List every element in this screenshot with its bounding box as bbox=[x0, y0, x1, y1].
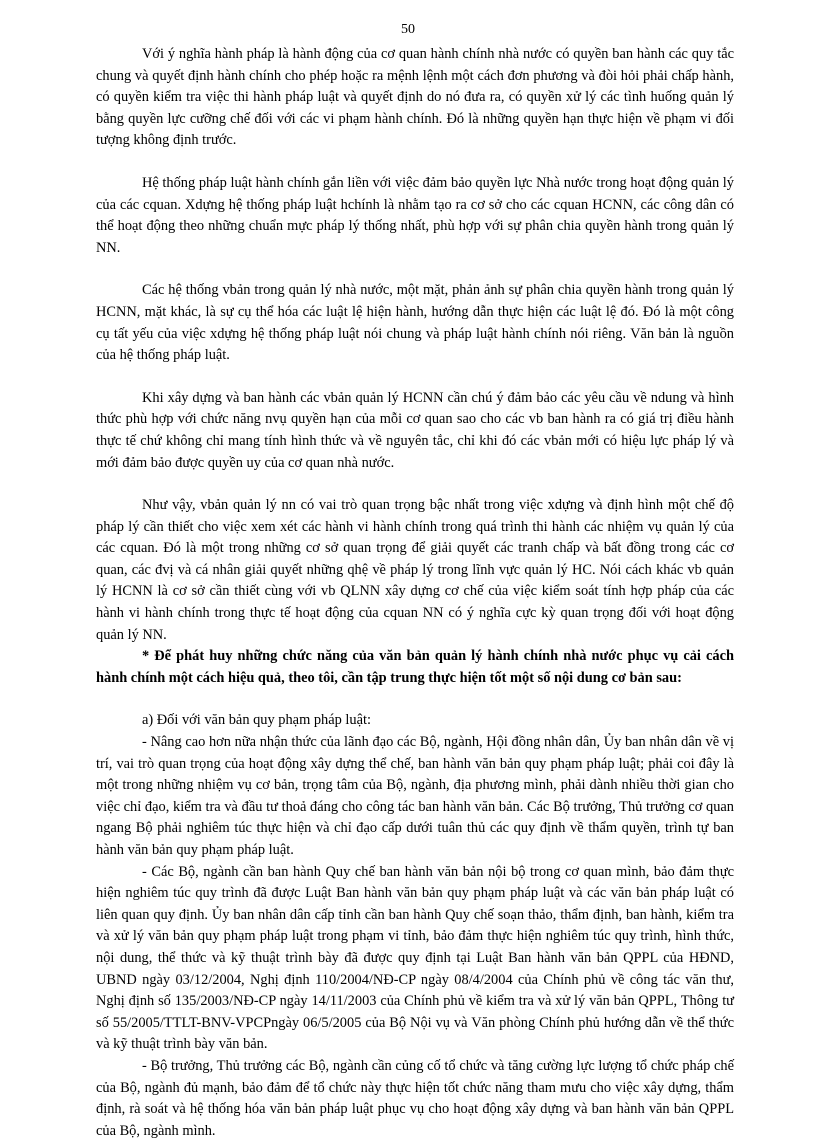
document-body bbox=[96, 44, 734, 1142]
paragraph-document-systems: Các hệ thống vbản trong quản lý nhà nước, một mặt, phản ảnh sự phân chia quyền hành trong quản lý HCNN, mặt khác, là sự cụ thể hóa các luật lệ hiện hành, hướng dẫn thực hiện các luật lệ đó. Đó là một công cụ tất yếu của việc xdựng hệ thống pháp luật nói chung và pháp luật hành chính nói riêng. Văn bản là nguồn của hệ thống pháp luật. bbox=[96, 282, 734, 364]
bold-heading: * Để phát huy những chức năng của văn bản quản lý hành chính nhà nước phục vụ cải cách hành chính một cách hiệu quả, theo tôi, cần tập trung thực hiện tốt một số nội dung cơ bản sau: bbox=[96, 648, 734, 686]
paragraph-executive-meaning: Với ý nghĩa hành pháp là hành động của cơ quan hành chính nhà nước có quyền ban hành các quy tắc chung và quyết định hành chính cho phép hoặc ra mệnh lệnh một cách đơn phương và đòi hỏi phải chấp hành, có quyền kiểm tra việc thi hành pháp luật và quyết định do nó đưa ra, có quyền xử lý các tình huống quản lý bằng quyền lực cưỡng chế đối với các vi phạm hành chính. Đó là những quyền hạn thực hiện về phạm vi đối tượng không định trước. bbox=[96, 46, 734, 149]
page-number: 50 bbox=[401, 22, 415, 37]
bullet-item: - Các Bộ, ngành cần ban hành Quy chế ban hành văn bản nội bộ trong cơ quan mình, bảo đảm thực hiện nghiêm túc quy trình đã được Luật Ban hành văn bản quy phạm pháp luật và các văn bản pháp luật có liên quan quy định. Ủy ban nhân dân cấp tỉnh cần ban hành Quy chế soạn thảo, thẩm định, ban hành, kiểm tra và xử lý văn bản quy phạm pháp luật trong phạm vi tỉnh, bảo đảm thực hiện nghiêm túc quy trình, hình thức, nội dung, thể thức và kỹ thuật trình bày đã được quy định tại Luật Ban hành văn bản QPPL của HĐND, UBND ngày 03/12/2004, Nghị định 110/2004/NĐ-CP ngày 08/4/2004 của Chính phủ về công tác văn thư, Nghị định số 135/2003/NĐ-CP ngày 14/11/2003 của Chính phủ về kiểm tra và xử lý văn bản QPPL, Thông tư số 55/2005/TTLT-BNV-VPCPngày 06/5/2005 của Bộ Nội vụ và Văn phòng Chính phủ hướng dẫn về thể thức và kỹ thuật trình bày văn bản. bbox=[96, 863, 734, 1053]
paragraph-legal-system: Hệ thống pháp luật hành chính gắn liền với việc đảm bảo quyền lực Nhà nước trong hoạt động quản lý của các cquan. Xdựng hệ thống pháp luật hchính là nhằm tạo ra cơ sở cho các cquan HCNN, các công dân có thể hoạt động theo những chuẩn mực pháp lý thống nhất, phù hợp với sự phân chia quyền hành trong quản lý NN. bbox=[96, 174, 734, 256]
sub-heading: a) Đối với văn bản quy phạm pháp luật: bbox=[142, 712, 372, 729]
bullet-item: - Nâng cao hơn nữa nhận thức của lãnh đạo các Bộ, ngành, Hội đồng nhân dân, Ủy ban nhân dân về vị trí, vai trò quan trọng của hoạt động xây dựng thể chế, ban hành văn bản quy phạm pháp luật; phải coi đây là một trong những nhiệm vụ cơ bản, trọng tâm của Bộ, ngành, địa phương mình, phải dành nhiều thời gian cho việc chỉ đạo, kiểm tra và đầu tư thoả đáng cho công tác ban hành văn bản. Các Bộ trưởng, Thủ trưởng cơ quan ngang Bộ phải nghiêm túc thực hiện và chỉ đạo cấp dưới tuân thủ các quy định về thẩm quyền, trình tự ban hành văn bản quy phạm pháp luật. bbox=[96, 734, 734, 858]
paragraph-role-of-documents: Như vậy, vbản quản lý nn có vai trò quan trọng bậc nhất trong việc xdựng và định hình một chế độ pháp lý cần thiết cho việc xem xét các hành vi hành chính trong quá trình thi hành các nhiệm vụ quản lý của các cquan. Đó là một trong những cơ sở quan trọng để giải quyết các tranh chấp và bất đồng trong các cơ quan, các đvị và cá nhân giải quyết những qhệ về pháp lý trong lĩnh vực quản lý HC. Nói cách khác vb quản lý HCNN là cơ sở cần thiết cùng với vb QLNN xây dựng cơ chế của việc kiểm soát tính hợp pháp của các hành vi hành chính trong thực tế hoạt động của cquan NN có ý nghĩa cực kỳ quan trọng đối với hoạt động quản lý NN. bbox=[96, 497, 734, 643]
bullet-item: - Bộ trưởng, Thủ trưởng các Bộ, ngành cần củng cố tổ chức và tăng cường lực lượng tổ chức pháp chế của Bộ, ngành đủ mạnh, bảo đảm để tổ chức này thực hiện tốt chức năng tham mưu cho việc xây dựng, thẩm định, rà soát và hệ thống hóa văn bản pháp luật phục vụ cho hoạt động xây dựng và ban hành văn bản QPPL của Bộ, ngành mình. bbox=[96, 1057, 734, 1139]
paragraph-drafting-requirements: Khi xây dựng và ban hành các vbản quản lý HCNN cần chú ý đảm bảo các yêu cầu về ndung và hình thức phù hợp với chức năng nvụ quyền hạn của mỗi cơ quan sao cho các vb ban hành ra có giá trị điều hành thực tế chứ không chỉ mang tính hình thức và về nguyên tắc, chỉ khi đó các vbản mới có hiệu lực pháp lý và mới đảm bảo được quyền uy của cơ quan nhà nước. bbox=[96, 389, 734, 471]
